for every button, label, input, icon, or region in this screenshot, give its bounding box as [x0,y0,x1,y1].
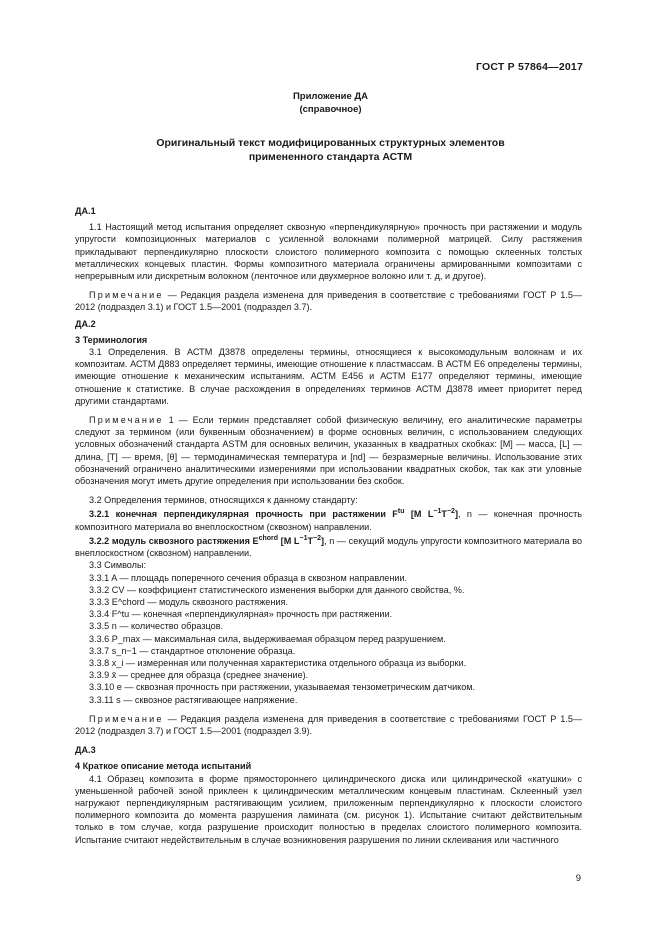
paragraph-3-1: 3.1 Определения. В АСТМ Д3878 определены термины, относящиеся к высокомодульным волокнам и их композитам. АСТМ Д883 определяет термины, имеющие отношение к пластмассам. В АСТМ Е6 определены термины, имеющие отношение к механическим испытаниям. АСТМ Е456 и АСТМ Е177 определяют термины, имеющие отношение к статистике. В случае расхождения в определениях терминов АСТМ Д3878 имеет приоритет перед другими стандартами. [75,347,582,406]
page-number: 9 [575,873,581,884]
symbol-item: 3.3.7 s_n−1 — стандартное отклонение образца. [89,645,296,656]
term-definition: , n — конечная прочность композитного материала во внеплоскостном (сквозном) направлении. [75,509,582,532]
note-label: Примечание [89,290,164,301]
superscript: tu [397,508,405,516]
section-label-da3: ДА.3 [75,745,96,756]
appendix-title: Приложение ДА [292,91,369,102]
term-definition: , n — секущий модуль упругости композитного материала во внеплоскостном (сквозном) направлении. [75,535,582,559]
heading-terminology: 3 Терминология [75,334,148,345]
paragraph-3-2-1 [75,506,582,532]
note-2-da2 [75,713,582,737]
section-label-da2: ДА.2 [75,318,96,329]
paragraph-3-2-2 [75,533,582,559]
heading-method-summary: 4 Краткое описание метода испытаний [75,761,252,772]
note-da1 [75,289,582,313]
symbol-item: 3.3.3 E^chord — модуль сквозного растяжения. [89,596,288,607]
paragraph-4-1: 4.1 Образец композита в форме прямостороннего цилиндрического диска или цилиндрической «катушки» с уменьшенной рабочей зоной приклеен к цилиндрическим металлическим концевым пластинам. Склеенный узел нагружают перпендикулярным растягивающим усилием, приложенным перпендикулярно к плоскости слоистого полимерного композита до момента разрушения ламината (см. рисунок 1). Испытание считают действительным только в том случае, когда разрушение происходит полностью в пределах слоистого полимерного композита. Испытание считают недействительным в случае возникновения разрушения по линии склеивания или частичного [75,773,582,845]
term-bold: T [307,535,314,546]
note-1-da2 [75,414,582,487]
symbol-item: 3.3.9 x̄ — среднее для образца (среднее значение). [89,670,309,681]
document-title-line-2: примененного стандарта АСТМ [248,151,413,163]
standard-number: ГОСТ Р 57864—2017 [475,61,583,73]
note-label: Примечание [89,415,164,426]
paragraph-3-3: 3.3 Символы: [89,560,147,571]
note-text: — Редакция раздела изменена для приведения в соответствие с требованиями ГОСТ Р 1.5—2012 (подраздел 3.1) и ГОСТ 1.5—2001 (подраздел 3.7). [75,290,582,313]
term-bold: 3.2.1 конечная перпендикулярная прочность при растяжении F [89,509,398,520]
term-bold: ] [321,535,325,546]
symbol-item: 3.3.8 x_i — измеренная или полученная характеристика отдельного образца из выборки. [89,657,467,668]
superscript: −1 [433,508,442,516]
document-title-line-1: Оригинальный текст модифицированных структурных элементов [156,137,505,149]
superscript: −1 [299,534,308,542]
superscript: chord [258,534,279,542]
superscript: −2 [446,508,455,516]
section-label-da1: ДА.1 [75,206,96,216]
symbol-item: 3.3.1 A — площадь поперечного сечения образца в сквозном направлении. [89,572,408,583]
paragraph-1-1: 1.1 Настоящий метод испытания определяет сквозную «перпендикулярную» прочность при растяжении и модуль упругости композиционных материалов с усиленной волокнами полимерной матрицей. Силу растяжения прикладывают перпендикулярно плоскости слоистого полимерного композита с помощью склеенных толстых металлических концевых пластин. Формы композитного материала ограничены армированными композитами с непрерывным или дискретным волокном (ленточное или двухмерное волокно или т. д, и другое). [75,222,582,282]
symbol-item: 3.3.10 e — сквозная прочность при растяжении, указываемая тензометрическим датчиком. [89,682,476,693]
note-text: 1 — Если термин представляет собой физическую величину, его аналитические параметры следуют за термином (или буквенным обозначением) в форме основных величин, с использованием следующих условных обозначений стандарта ASTM для основных величин, указанных в квадратных скобках: [M] — масса, [L] — длина, [T] — время, [θ] — термодинамическая температура и [nd] — безразмерные величины. Использование этих обозначений ограничено аналитическими измерениями при использовании квадратных скобок, так как эти уловные обозначения могут иметь другие определения при использовании без скобок. [75,415,582,487]
symbol-item: 3.3.4 F^tu — конечная «перпендикулярная» прочность при растяжении. [89,609,393,620]
symbol-item: 3.3.11 s — сквозное растягивающее напряжение. [89,694,298,705]
term-bold: [M L [278,535,300,546]
appendix-subtitle: (справочное) [299,104,362,115]
term-bold: T [441,509,447,520]
note-label: Примечание [89,713,164,724]
symbol-item: 3.3.6 P_max — максимальная сила, выдерживаемая образцом перед разрушением. [89,633,446,644]
paragraph-3-2: 3.2 Определения терминов, относящихся к данному стандарту: [89,495,358,506]
symbol-item: 3.3.2 CV — коэффициент статистического изменения выборки для данного свойства, %. [89,584,465,595]
note-text: — Редакция раздела изменена для приведения в соответствие с требованиями ГОСТ Р 1.5—2012 (подраздел 3.7) и ГОСТ 1.5—2001 (подраздел 3.9). [75,713,582,736]
symbol-item: 3.3.5 n — количество образцов. [89,621,224,632]
term-bold: [M L [404,509,434,520]
document-body [75,205,582,846]
term-bold: 3.2.2 модуль сквозного растяжения E [89,535,259,546]
superscript: −2 [313,534,322,542]
term-bold: ] [454,509,458,520]
